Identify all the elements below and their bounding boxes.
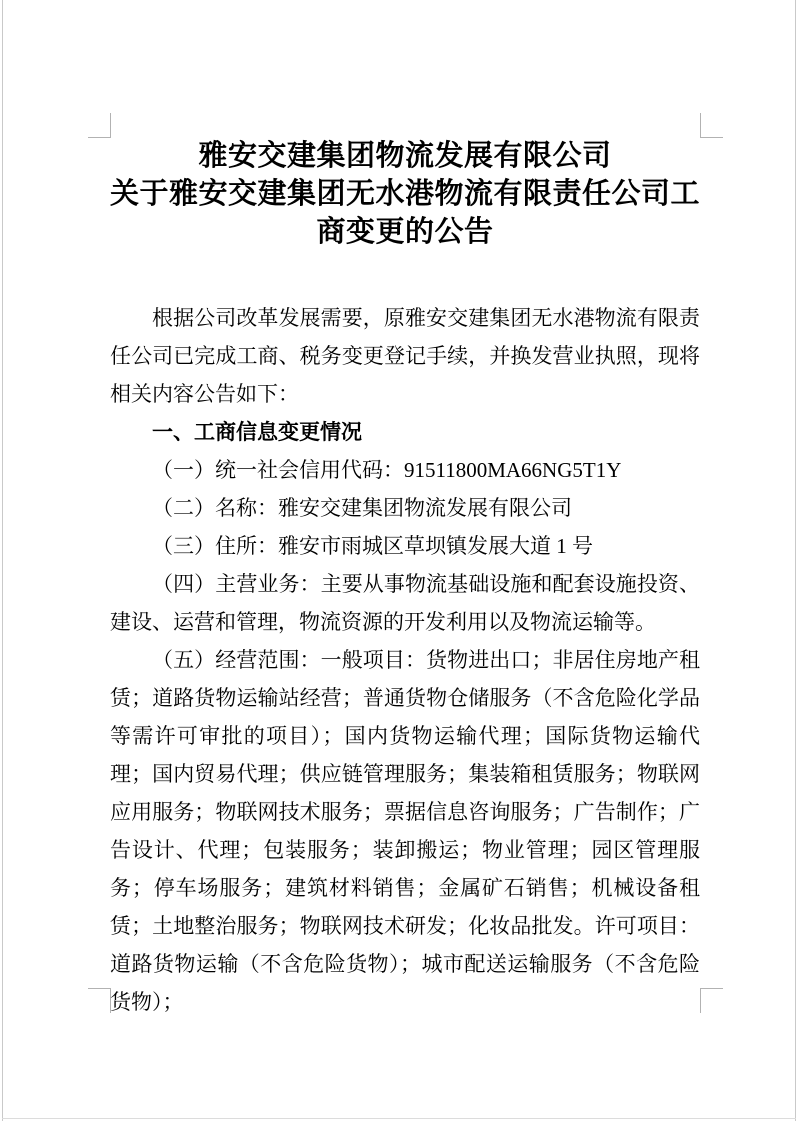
- title-line-subject: 关于雅安交建集团无水港物流有限责任公司工商变更的公告: [110, 178, 701, 248]
- section-1-heading: 一、工商信息变更情况: [152, 420, 362, 444]
- text-boundary-mark-bottom-right: [700, 988, 723, 1013]
- page-edge-bottom: [2, 1118, 796, 1119]
- item-business-scope: （五）经营范围：一般项目：货物进出口；非居住房地产租赁；道路货物运输站经营；普通货物仓储服务（不含危险化学品等需许可审批的项目）；国内货物运输代理；国际货物运输代理；国内贸易代理；供应链管理服务；集装箱租赁服务；物联网应用服务；物联网技术服务；票据信息咨询服务；广告制作；广告设计、代理；包装服务；装卸搬运；物业管理；园区管理服务；停车场服务；建筑材料销售；金属矿石销售；机械设备租赁；土地整治服务；物联网技术研发；化妆品批发。许可项目：道路货物运输（不含危险货物）；城市配送运输服务（不含危险货物）；: [110, 648, 700, 1014]
- document-content: [110, 137, 700, 1021]
- item-address: （三）住所：雅安市雨城区草坝镇发展大道 1 号: [152, 534, 593, 558]
- text-boundary-mark-bottom-left: [88, 988, 111, 1013]
- title-line-company: 雅安交建集团物流发展有限公司: [198, 140, 612, 172]
- intro-paragraph: 根据公司改革发展需要，原雅安交建集团无水港物流有限责任公司已完成工商、税务变更登记手续，并换发营业执照，现将相关内容公告如下：: [110, 306, 700, 406]
- text-boundary-mark-top-left: [88, 113, 111, 138]
- text-boundary-mark-top-right: [700, 113, 723, 138]
- item-company-name: （二）名称：雅安交建集团物流发展有限公司: [152, 496, 572, 520]
- item-main-business: （四）主营业务：主要从事物流基础设施和配套设施投资、建设、运营和管理，物流资源的开发利用以及物流运输等。: [110, 572, 700, 634]
- item-unified-credit-code: （一）统一社会信用代码：91511800MA66NG5T1Y: [152, 458, 622, 482]
- document-title: [110, 137, 700, 251]
- page-edge-right: [795, 0, 796, 1121]
- page-edge-left: [2, 0, 3, 1121]
